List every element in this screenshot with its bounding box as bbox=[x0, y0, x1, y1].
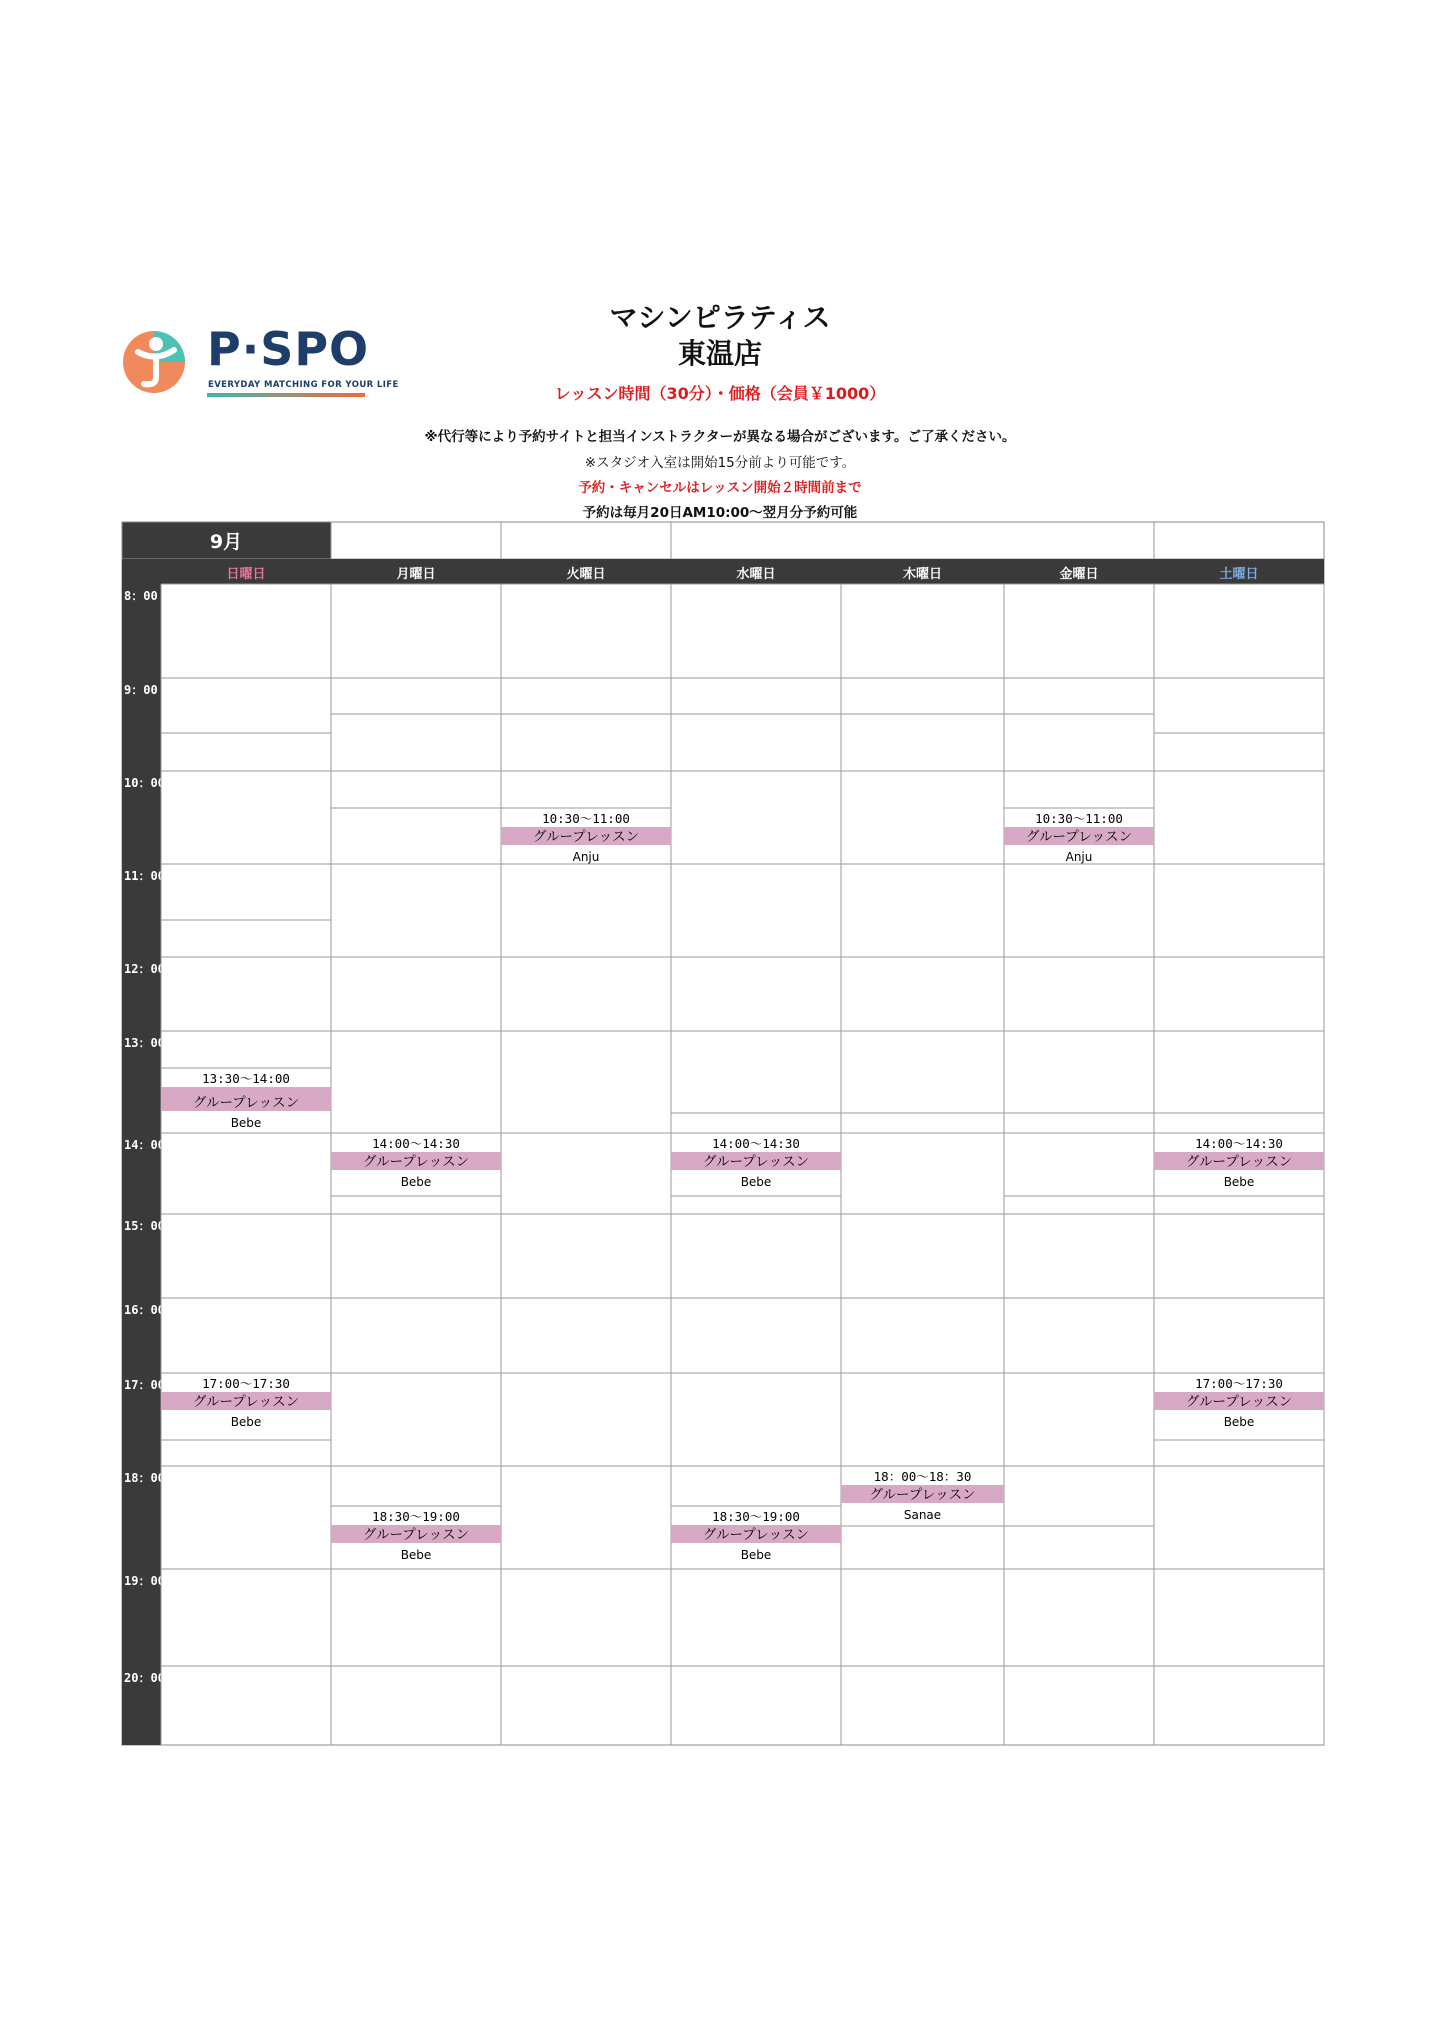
lesson-instructor: Sanae bbox=[903, 1508, 942, 1522]
lesson-instructor: Bebe bbox=[400, 1548, 432, 1562]
lesson-instructor: Bebe bbox=[1223, 1415, 1255, 1429]
lesson-time: 14:00〜14:30 bbox=[712, 1136, 800, 1151]
lesson-instructor: Anju bbox=[572, 850, 600, 864]
note-cancel: 予約・キャンセルはレッスン開始２時間前まで bbox=[578, 480, 862, 496]
lesson-instructor: Bebe bbox=[230, 1116, 262, 1130]
month-label: 9月 bbox=[209, 531, 243, 553]
lesson-time: 10:30〜11:00 bbox=[1035, 811, 1123, 826]
hour-label: 16：00 bbox=[124, 1303, 165, 1317]
lesson-name: グループレッスン bbox=[702, 1527, 810, 1543]
day-header: 日曜日 bbox=[226, 567, 266, 582]
hour-label: 20：00 bbox=[124, 1671, 165, 1685]
lesson-name: グループレッスン bbox=[192, 1095, 300, 1111]
lesson-instructor: Bebe bbox=[230, 1415, 262, 1429]
note-entry: ※スタジオ入室は開始15分前より可能です。 bbox=[584, 455, 856, 471]
lesson-time: 14:00〜14:30 bbox=[372, 1136, 460, 1151]
lesson-instructor: Anju bbox=[1065, 850, 1093, 864]
hour-label: 15：00 bbox=[124, 1219, 165, 1233]
logo-wordmark: P·SPO bbox=[207, 322, 370, 376]
price-note: レッスン時間（30分）・価格（会員￥1000） bbox=[554, 384, 886, 403]
page-title: マシンピラティス bbox=[609, 301, 831, 334]
note-substitute: ※代行等により予約サイトと担当インストラクターが異なる場合がございます。ご了承ください。 bbox=[424, 429, 1016, 445]
lesson-name: グループレッスン bbox=[1025, 829, 1133, 845]
hour-label: 14：00 bbox=[124, 1138, 165, 1152]
hour-label: 9：00 bbox=[124, 683, 158, 697]
store-name: 東温店 bbox=[677, 337, 762, 370]
time-gutter bbox=[122, 584, 161, 1745]
lesson-instructor: Bebe bbox=[740, 1548, 772, 1562]
lesson-name: グループレッスン bbox=[532, 829, 640, 845]
hour-label: 19：00 bbox=[124, 1574, 165, 1588]
lesson-instructor: Bebe bbox=[740, 1175, 772, 1189]
lesson-time: 13:30〜14:00 bbox=[202, 1071, 290, 1086]
lesson-instructor: Bebe bbox=[1223, 1175, 1255, 1189]
lesson-time: 18：00〜18：30 bbox=[873, 1469, 972, 1484]
lesson-instructor: Bebe bbox=[400, 1175, 432, 1189]
day-header-bar bbox=[122, 559, 1324, 584]
lesson-name: グループレッスン bbox=[362, 1154, 470, 1170]
day-header: 金曜日 bbox=[1059, 567, 1099, 582]
hour-label: 10：00 bbox=[124, 776, 165, 790]
day-header: 水曜日 bbox=[736, 567, 776, 582]
lesson-time: 10:30〜11:00 bbox=[542, 811, 630, 826]
lesson-name: グループレッスン bbox=[362, 1527, 470, 1543]
day-header: 木曜日 bbox=[902, 567, 943, 582]
lesson-name: グループレッスン bbox=[702, 1154, 810, 1170]
lesson-time: 18:30〜19:00 bbox=[712, 1509, 800, 1524]
lesson-name: グループレッスン bbox=[869, 1487, 976, 1503]
hour-label: 18：00 bbox=[124, 1471, 165, 1485]
day-header: 月曜日 bbox=[396, 567, 436, 582]
note-reservation: 予約は毎月20日AM10:00〜翌月分予約可能 bbox=[582, 505, 858, 521]
lesson-time: 17:00〜17:30 bbox=[202, 1376, 290, 1391]
logo-tagline: EVERYDAY MATCHING FOR YOUR LIFE bbox=[208, 380, 399, 390]
day-header: 火曜日 bbox=[566, 567, 606, 582]
hour-label: 11：00 bbox=[124, 869, 165, 883]
lesson-time: 14:00〜14:30 bbox=[1195, 1136, 1283, 1151]
hour-label: 13：00 bbox=[124, 1036, 165, 1050]
lesson-name: グループレッスン bbox=[1185, 1154, 1293, 1170]
day-header: 土曜日 bbox=[1219, 567, 1259, 582]
lesson-time: 17:00〜17:30 bbox=[1195, 1376, 1283, 1391]
hour-label: 8：00 bbox=[124, 589, 158, 603]
hour-label: 12：00 bbox=[124, 962, 165, 976]
lesson-name: グループレッスン bbox=[192, 1394, 300, 1410]
lesson-name: グループレッスン bbox=[1185, 1394, 1293, 1410]
hour-label: 17：00 bbox=[124, 1378, 165, 1392]
lesson-time: 18:30〜19:00 bbox=[372, 1509, 460, 1524]
